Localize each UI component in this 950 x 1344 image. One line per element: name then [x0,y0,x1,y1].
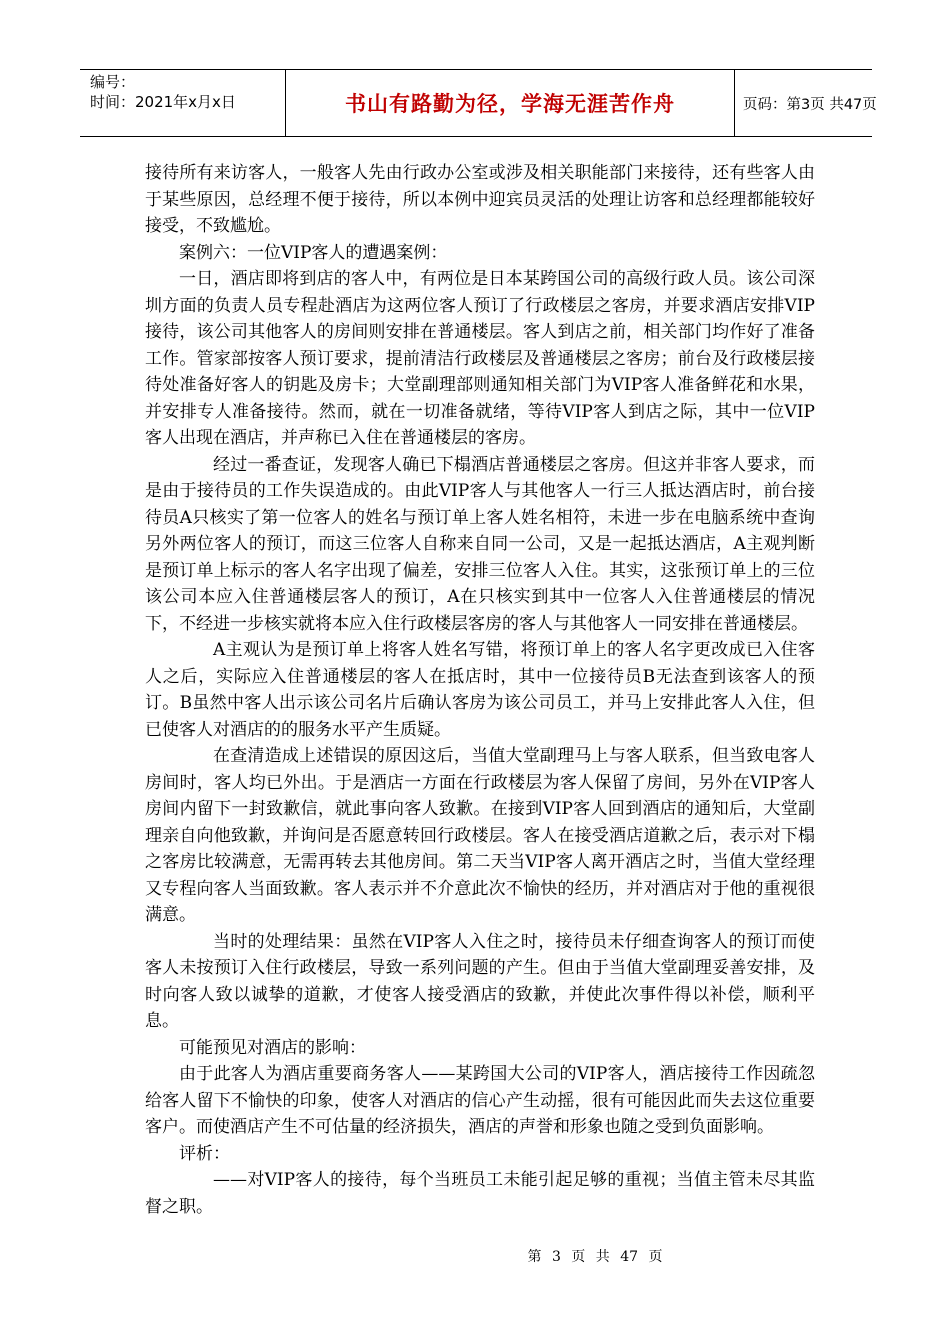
paragraph: 当时的处理结果：虽然在VIP客人入住之时，接待员未仔细查询客人的预订而使客人未按预订入住行政楼层，导致一系列问题的产生。但由于当值大堂副理妥善安排，及时向客人致以诚挚的道歉，才使客人接受酒店的致歉，并使此次事件得以补偿，顺利平息。 [145,931,815,1031]
paragraph: A主观认为是预订单上将客人姓名写错，将预订单上的客人名字更改成已入住客人之后，实际应入住普通楼层的客人在抵店时，其中一位接待员B无法查到该客人的预订。B虽然中客人出示该公司名片后确认客房为该公司员工，并马上安排此客人入住，但已使客人对酒店的的服务水平产生质疑。 [145,640,815,740]
document-body [145,160,815,1220]
paragraph: 接待所有来访客人，一般客人先由行政办公室或涉及相关职能部门来接待，还有些客人由于某些原因，总经理不便于接待，所以本例中迎宾员灵活的处理让访客和总经理都能较好接受，不致尴尬。 [145,163,815,236]
paragraph: 一日，酒店即将到店的客人中，有两位是日本某跨国公司的高级行政人员。该公司深圳方面的负责人员专程赴酒店为这两位客人预订了行政楼层之客房，并要求酒店安排VIP接待，该公司其他客人的房间则安排在普通楼层。客人到店之前，相关部门均作好了准备工作。管家部按客人预订要求，提前清洁行政楼层及普通楼层之客房；前台及行政楼层接待处准备好客人的钥匙及房卡；大堂副理部则通知相关部门为VIP客人准备鲜花和水果，并安排专人准备接待。然而，就在一切准备就绪，等待VIP客人到店之际，其中一位VIP客人出现在酒店，并声称已入住在普通楼层的客房。 [145,269,815,448]
case-heading: 案例六：一位VIP客人的遭遇案例： [179,242,448,263]
paragraph: 由于此客人为酒店重要商务客人——某跨国大公司的VIP客人，酒店接待工作因疏忽给客人留下不愉快的印象，使客人对酒店的信心产生动摇，很有可能因此而失去这位重要客户。而使酒店产生不可估量的经济损失，酒店的声誉和形象也随之受到负面影响。 [145,1064,815,1137]
page-footer: 第 3 页 共 47 页 [527,1249,663,1265]
document-date: 时间：2021年x月x日 [90,93,236,111]
header-meta [80,70,285,136]
paragraph: ——对VIP客人的接待，每个当班员工未能引起足够的重视；当值主管未尽其监督之职。 [145,1170,815,1217]
page-header [80,69,877,137]
document-number-label: 编号： [90,73,136,91]
header-page-info: 页码：第3页 共47页 [743,96,877,113]
paragraph: 在查清造成上述错误的原因这后，当值大堂副理马上与客人联系，但当致电客人房间时，客人均已外出。于是酒店一方面在行政楼层为客人保留了房间，另外在VIP客人房间内留下一封致歉信，就此事向客人致歉。在接到VIP客人回到酒店的通知后，大堂副理亲自向他致歉，并询问是否愿意转回行政楼层。客人在接受酒店道歉之后，表示对下榻之客房比较满意，无需再转去其他房间。第二天当VIP客人离开酒店之时，当值大堂经理又专程向客人当面致歉。客人表示并不介意此次不愉快的经历，并对酒店对于他的重视很满意。 [145,746,815,925]
section-heading: 可能预见对酒店的影响： [179,1037,366,1058]
header-motto: 书山有路勤为径，学海无涯苦作舟 [285,70,735,136]
section-heading: 评析： [179,1143,230,1164]
paragraph: 经过一番查证，发现客人确已下榻酒店普通楼层之客房。但这并非客人要求，而是由于接待员的工作失误造成的。由此VIP客人与其他客人一行三人抵达酒店时，前台接待员A只核实了第一位客人的姓名与预订单上客人姓名相符，未进一步在电脑系统中查询另外两位客人的预订，而这三位客人自称来自同一公司，又是一起抵达酒店，A主观判断是预订单上标示的客人名字出现了偏差，安排三位客人入住。其实，这张预订单上的三位该公司本应入住普通楼层客人的预订，A在只核实到其中一位客人入住普通楼层的情况下，不经进一步核实就将本应入住行政楼层客房的客人与其他客人一同安排在普通楼层。 [145,454,815,634]
